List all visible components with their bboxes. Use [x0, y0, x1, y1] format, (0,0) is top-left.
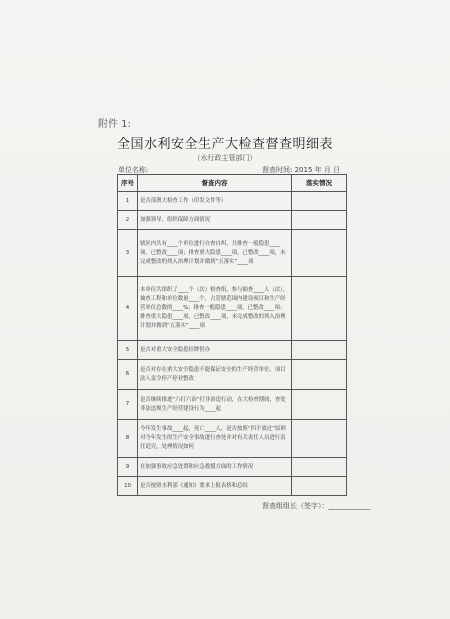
row-number: 6 — [118, 360, 138, 390]
row-status — [292, 277, 347, 341]
row-status — [292, 420, 347, 458]
header-number: 序号 — [118, 175, 138, 192]
row-number: 1 — [118, 192, 138, 211]
row-content: 辖区内共有____个单位进行自查自纠，共排查一般隐患____项，已整改____项；排查重大隐患____项，已整改____项，未完成整改的列入治理计划并做到“五落实”____项 — [138, 230, 292, 277]
header-content: 督查内容 — [138, 175, 292, 192]
table-row — [118, 477, 347, 496]
inspection-time-label: 督查时间: 2015 年 月 日 — [262, 166, 341, 174]
signature-label: 督查组组长（签字）：____________ — [262, 502, 371, 510]
table-row — [118, 420, 347, 458]
header-status: 落实情况 — [292, 175, 347, 192]
table-row — [118, 360, 347, 390]
attachment-label: 附件 1: — [98, 119, 131, 130]
row-content: 是否对存在重大安全隐患不能保证安全的生产经营单位、项目法人责令停产停业整改 — [138, 360, 292, 390]
row-status — [292, 211, 347, 230]
table-row — [118, 390, 347, 420]
table-row — [118, 230, 347, 277]
row-content: 今年发生事故____起，死亡____人，是否按照“四不放过”原则对今年发生的生产安全事故进行查处并对有关责任人员进行责任追究，处理情况如何 — [138, 420, 292, 458]
table-row — [118, 211, 347, 230]
row-number: 8 — [118, 420, 138, 458]
row-content: 是否按照水利部《通知》要求上报表格和总结 — [138, 477, 292, 496]
table-row — [118, 192, 347, 211]
row-status — [292, 192, 347, 211]
row-status — [292, 458, 347, 477]
row-number: 4 — [118, 277, 138, 341]
inspection-table — [117, 174, 347, 496]
page-subtitle: （水行政主管部门） — [193, 154, 257, 162]
row-number: 10 — [118, 477, 138, 496]
row-content: 是否部署大检查工作（印发文件等） — [138, 192, 292, 211]
row-status — [292, 341, 347, 360]
table-row — [118, 341, 347, 360]
page-title: 全国水利安全生产大检查督查明细表 — [116, 137, 333, 152]
table-row — [118, 277, 347, 341]
row-number: 3 — [118, 230, 138, 277]
row-status — [292, 477, 347, 496]
row-number: 5 — [118, 341, 138, 360]
row-content: 是否继续推进“六打六治”打非治违行动，在大检查期间，查处非法违规生产经营建设行为____起 — [138, 390, 292, 420]
row-content: 在加强事故应急处置和应急救援方面的工作情况 — [138, 458, 292, 477]
row-number: 7 — [118, 390, 138, 420]
row-content: 本单位共组织了____个（次）检查组，参与抽查____人（次），抽查工程和单位数量____个，占管辖范围内建设项目和生产经营单位总数的____%；排查一般隐患____项，已整改____项；排查重大隐患____项，已整改____项，未完成整改的列入治理计划并做到“五落实”____项 — [138, 277, 292, 341]
unit-name-label: 单位名称: — [118, 166, 149, 174]
row-content: 是否对重大安全隐患挂牌督办 — [138, 341, 292, 360]
row-number: 9 — [118, 458, 138, 477]
row-number: 2 — [118, 211, 138, 230]
row-content: 加强领导、组织保障方面情况 — [138, 211, 292, 230]
table-header-row — [118, 175, 347, 192]
row-status — [292, 360, 347, 390]
row-status — [292, 390, 347, 420]
table-row — [118, 458, 347, 477]
row-status — [292, 230, 347, 277]
